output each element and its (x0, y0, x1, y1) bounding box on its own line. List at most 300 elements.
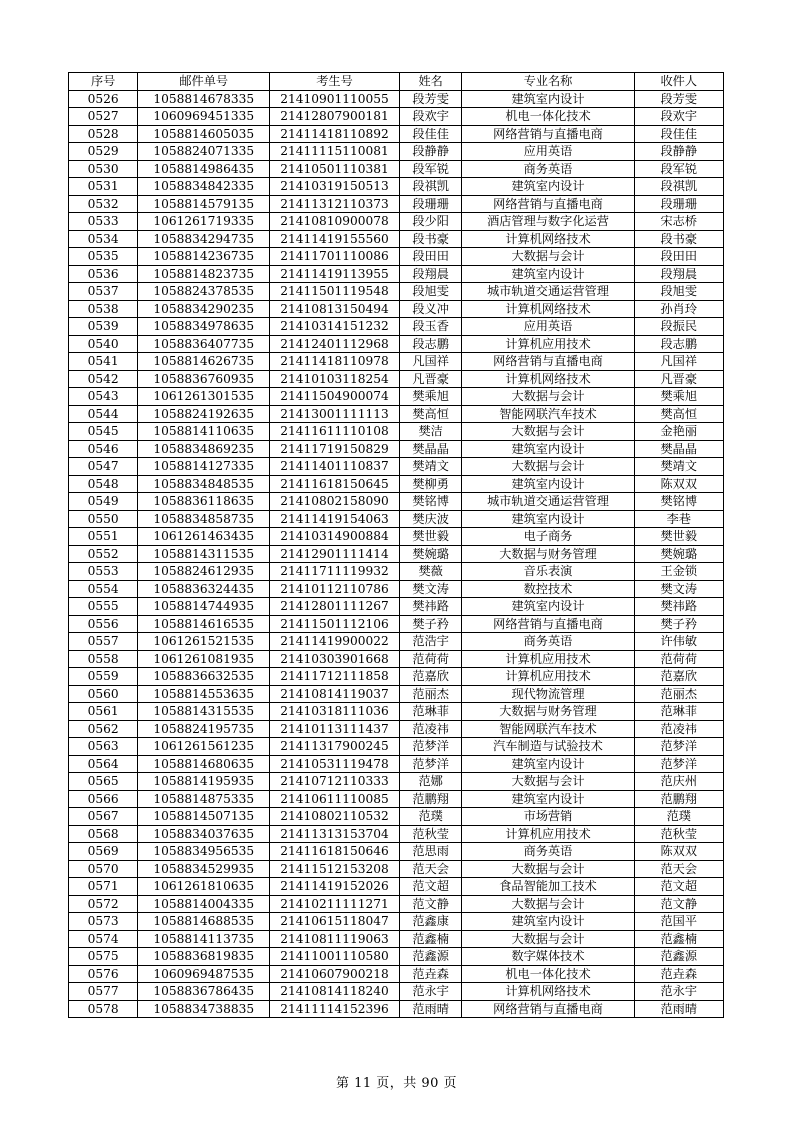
major-cell: 现代物流管理 (462, 685, 634, 703)
exam-number-cell: 21410814119037 (270, 685, 400, 703)
table-row (69, 598, 724, 616)
major-cell: 建筑室内设计 (462, 913, 634, 931)
name-cell: 樊晶晶 (399, 440, 462, 458)
recipient-cell: 段田田 (634, 248, 723, 266)
major-cell: 大数据与会计 (462, 930, 634, 948)
table-row (69, 195, 724, 213)
name-cell: 范鑫康 (399, 913, 462, 931)
name-cell: 樊高恒 (399, 405, 462, 423)
mail-number-cell: 1058834738835 (138, 1000, 270, 1018)
name-cell: 段芳雯 (399, 90, 462, 108)
recipient-cell: 范文超 (634, 878, 723, 896)
name-cell: 樊薇 (399, 563, 462, 581)
serial-cell: 0576 (69, 965, 138, 983)
mail-number-cell: 1058814986435 (138, 160, 270, 178)
mail-number-cell: 1058834978635 (138, 318, 270, 336)
exam-number-cell: 21410814118240 (270, 983, 400, 1001)
name-cell: 樊文涛 (399, 580, 462, 598)
major-cell: 智能网联汽车技术 (462, 405, 634, 423)
mail-number-cell: 1061261810635 (138, 878, 270, 896)
major-cell: 大数据与会计 (462, 895, 634, 913)
major-cell: 大数据与会计 (462, 423, 634, 441)
serial-cell: 0545 (69, 423, 138, 441)
recipient-cell: 樊文涛 (634, 580, 723, 598)
mail-number-cell: 1058836786435 (138, 983, 270, 1001)
recipient-cell: 许伟敏 (634, 633, 723, 651)
major-cell: 酒店管理与数字化运营 (462, 213, 634, 231)
exam-number-cell: 21410607900218 (270, 965, 400, 983)
serial-cell: 0575 (69, 948, 138, 966)
table-row (69, 720, 724, 738)
recipient-cell: 樊高恒 (634, 405, 723, 423)
table-row (69, 440, 724, 458)
name-cell: 段义冲 (399, 300, 462, 318)
table-row (69, 685, 724, 703)
serial-cell: 0578 (69, 1000, 138, 1018)
exam-number-cell: 21411115110081 (270, 143, 400, 161)
serial-cell: 0539 (69, 318, 138, 336)
major-cell: 计算机网络技术 (462, 230, 634, 248)
recipient-cell: 范梦洋 (634, 755, 723, 773)
recipient-cell: 王金锁 (634, 563, 723, 581)
serial-cell: 0529 (69, 143, 138, 161)
serial-cell: 0546 (69, 440, 138, 458)
major-cell: 城市轨道交通运营管理 (462, 493, 634, 511)
header-exam-number: 考生号 (270, 73, 400, 91)
name-cell: 段书豪 (399, 230, 462, 248)
table-row (69, 668, 724, 686)
mail-number-cell: 1058814678335 (138, 90, 270, 108)
recipient-cell: 范垚森 (634, 965, 723, 983)
exam-number-cell: 21411618150646 (270, 843, 400, 861)
mail-number-cell: 1058814616535 (138, 615, 270, 633)
exam-number-cell: 21411712111858 (270, 668, 400, 686)
serial-cell: 0534 (69, 230, 138, 248)
table-row (69, 965, 724, 983)
table-row (69, 90, 724, 108)
exam-number-cell: 21410303901668 (270, 650, 400, 668)
mail-number-cell: 1060969487535 (138, 965, 270, 983)
exam-number-cell: 21412801111267 (270, 598, 400, 616)
mail-number-cell: 1058814823735 (138, 265, 270, 283)
major-cell: 计算机应用技术 (462, 650, 634, 668)
recipient-cell: 樊靖文 (634, 458, 723, 476)
name-cell: 段珊珊 (399, 195, 462, 213)
page-footer: 第 11 页，共 90 页 (335, 1076, 458, 1091)
table-row (69, 545, 724, 563)
name-cell: 范荷荷 (399, 650, 462, 668)
mail-number-cell: 1058836760935 (138, 370, 270, 388)
recipient-cell: 范天会 (634, 860, 723, 878)
serial-cell: 0538 (69, 300, 138, 318)
recipient-cell: 樊铭博 (634, 493, 723, 511)
recipient-cell: 范秋莹 (634, 825, 723, 843)
exam-number-cell: 21411419155560 (270, 230, 400, 248)
table-row (69, 528, 724, 546)
recipient-cell: 宋志桥 (634, 213, 723, 231)
table-row (69, 860, 724, 878)
table-row (69, 388, 724, 406)
recipient-cell: 段翔晨 (634, 265, 723, 283)
major-cell: 建筑室内设计 (462, 475, 634, 493)
major-cell: 音乐表演 (462, 563, 634, 581)
recipient-cell: 陈双双 (634, 475, 723, 493)
table-row (69, 1000, 724, 1018)
mail-number-cell: 1060969451335 (138, 108, 270, 126)
serial-cell: 0535 (69, 248, 138, 266)
recipient-cell: 孙肖玲 (634, 300, 723, 318)
name-cell: 段祺凯 (399, 178, 462, 196)
name-cell: 范鹏翔 (399, 790, 462, 808)
recipient-cell: 范鑫源 (634, 948, 723, 966)
name-cell: 凡国祥 (399, 353, 462, 371)
exam-number-cell: 21411501119548 (270, 283, 400, 301)
major-cell: 数控技术 (462, 580, 634, 598)
table-row (69, 790, 724, 808)
serial-cell: 0568 (69, 825, 138, 843)
name-cell: 段静静 (399, 143, 462, 161)
name-cell: 范文静 (399, 895, 462, 913)
table-row (69, 213, 724, 231)
recipient-cell: 段欢宇 (634, 108, 723, 126)
major-cell: 计算机应用技术 (462, 825, 634, 843)
table-row (69, 580, 724, 598)
mail-number-cell: 1058814875335 (138, 790, 270, 808)
exam-number-cell: 21411317900245 (270, 738, 400, 756)
recipient-cell: 段静静 (634, 143, 723, 161)
major-cell: 建筑室内设计 (462, 755, 634, 773)
exam-number-cell: 21410112110786 (270, 580, 400, 598)
table-row (69, 353, 724, 371)
exam-number-cell: 21410802158090 (270, 493, 400, 511)
table-header-row (69, 73, 724, 91)
serial-cell: 0557 (69, 633, 138, 651)
table-row (69, 650, 724, 668)
mail-list-table (68, 72, 724, 1018)
exam-number-cell: 21411313153704 (270, 825, 400, 843)
mail-number-cell: 1058814680635 (138, 755, 270, 773)
name-cell: 范嘉欣 (399, 668, 462, 686)
table-row (69, 843, 724, 861)
mail-number-cell: 1058814579135 (138, 195, 270, 213)
name-cell: 范娜 (399, 773, 462, 791)
exam-number-cell: 21410611110085 (270, 790, 400, 808)
recipient-cell: 樊婉璐 (634, 545, 723, 563)
table-row (69, 300, 724, 318)
serial-cell: 0550 (69, 510, 138, 528)
recipient-cell: 李巷 (634, 510, 723, 528)
serial-cell: 0569 (69, 843, 138, 861)
exam-number-cell: 21411418110892 (270, 125, 400, 143)
major-cell: 数字媒体技术 (462, 948, 634, 966)
name-cell: 樊洁 (399, 423, 462, 441)
name-cell: 段佳佳 (399, 125, 462, 143)
exam-number-cell: 21411701110086 (270, 248, 400, 266)
serial-cell: 0560 (69, 685, 138, 703)
serial-cell: 0536 (69, 265, 138, 283)
exam-number-cell: 21410615118047 (270, 913, 400, 931)
major-cell: 计算机网络技术 (462, 983, 634, 1001)
serial-cell: 0542 (69, 370, 138, 388)
serial-cell: 0527 (69, 108, 138, 126)
exam-number-cell: 21410113111437 (270, 720, 400, 738)
name-cell: 范梦洋 (399, 738, 462, 756)
name-cell: 范凌祎 (399, 720, 462, 738)
major-cell: 建筑室内设计 (462, 178, 634, 196)
mail-number-cell: 1058836324435 (138, 580, 270, 598)
serial-cell: 0574 (69, 930, 138, 948)
major-cell: 网络营销与直播电商 (462, 353, 634, 371)
mail-number-cell: 1058834848535 (138, 475, 270, 493)
name-cell: 范鑫楠 (399, 930, 462, 948)
major-cell: 计算机网络技术 (462, 370, 634, 388)
major-cell: 建筑室内设计 (462, 265, 634, 283)
mail-number-cell: 1061261463435 (138, 528, 270, 546)
table-row (69, 948, 724, 966)
serial-cell: 0540 (69, 335, 138, 353)
major-cell: 市场营销 (462, 808, 634, 826)
serial-cell: 0531 (69, 178, 138, 196)
name-cell: 段少阳 (399, 213, 462, 231)
mail-number-cell: 1058836632535 (138, 668, 270, 686)
serial-cell: 0563 (69, 738, 138, 756)
serial-cell: 0572 (69, 895, 138, 913)
exam-number-cell: 21410802110532 (270, 808, 400, 826)
exam-number-cell: 21410531119478 (270, 755, 400, 773)
name-cell: 范永宇 (399, 983, 462, 1001)
major-cell: 商务英语 (462, 160, 634, 178)
recipient-cell: 范琳菲 (634, 703, 723, 721)
mail-number-cell: 1058814113735 (138, 930, 270, 948)
mail-number-cell: 1058836118635 (138, 493, 270, 511)
exam-number-cell: 21410314151232 (270, 318, 400, 336)
exam-number-cell: 21410211111271 (270, 895, 400, 913)
mail-number-cell: 1058834294735 (138, 230, 270, 248)
recipient-cell: 樊晶晶 (634, 440, 723, 458)
major-cell: 大数据与会计 (462, 860, 634, 878)
recipient-cell: 金艳丽 (634, 423, 723, 441)
mail-number-cell: 1058814004335 (138, 895, 270, 913)
major-cell: 商务英语 (462, 843, 634, 861)
serial-cell: 0561 (69, 703, 138, 721)
major-cell: 智能网联汽车技术 (462, 720, 634, 738)
serial-cell: 0547 (69, 458, 138, 476)
recipient-cell: 范璞 (634, 808, 723, 826)
serial-cell: 0528 (69, 125, 138, 143)
mail-number-cell: 1058814311535 (138, 545, 270, 563)
mail-number-cell: 1058834956535 (138, 843, 270, 861)
major-cell: 机电一体化技术 (462, 108, 634, 126)
mail-number-cell: 1058834037635 (138, 825, 270, 843)
major-cell: 建筑室内设计 (462, 598, 634, 616)
exam-number-cell: 21410901110055 (270, 90, 400, 108)
serial-cell: 0551 (69, 528, 138, 546)
table-row (69, 703, 724, 721)
major-cell: 大数据与会计 (462, 458, 634, 476)
exam-number-cell: 21411418110978 (270, 353, 400, 371)
exam-number-cell: 21410811119063 (270, 930, 400, 948)
exam-number-cell: 21410318111036 (270, 703, 400, 721)
recipient-cell: 范国平 (634, 913, 723, 931)
table-row (69, 370, 724, 388)
exam-number-cell: 21412901111414 (270, 545, 400, 563)
exam-number-cell: 21411312110373 (270, 195, 400, 213)
major-cell: 大数据与会计 (462, 248, 634, 266)
mail-number-cell: 1058814236735 (138, 248, 270, 266)
serial-cell: 0567 (69, 808, 138, 826)
name-cell: 范梦洋 (399, 755, 462, 773)
mail-number-cell: 1061261719335 (138, 213, 270, 231)
recipient-cell: 范雨晴 (634, 1000, 723, 1018)
serial-cell: 0544 (69, 405, 138, 423)
recipient-cell: 范嘉欣 (634, 668, 723, 686)
exam-number-cell: 21411419900022 (270, 633, 400, 651)
serial-cell: 0533 (69, 213, 138, 231)
table-row (69, 125, 724, 143)
table-row (69, 913, 724, 931)
table-row (69, 895, 724, 913)
mail-number-cell: 1058834858735 (138, 510, 270, 528)
recipient-cell: 段珊珊 (634, 195, 723, 213)
mail-number-cell: 1058834869235 (138, 440, 270, 458)
recipient-cell: 樊子矜 (634, 615, 723, 633)
mail-number-cell: 1058814553635 (138, 685, 270, 703)
exam-number-cell: 21411512153208 (270, 860, 400, 878)
exam-number-cell: 21410712110333 (270, 773, 400, 791)
header-name: 姓名 (399, 73, 462, 91)
serial-cell: 0548 (69, 475, 138, 493)
major-cell: 网络营销与直播电商 (462, 1000, 634, 1018)
exam-number-cell: 21411711119932 (270, 563, 400, 581)
name-cell: 范雨晴 (399, 1000, 462, 1018)
exam-number-cell: 21411419152026 (270, 878, 400, 896)
header-mail-number: 邮件单号 (138, 73, 270, 91)
exam-number-cell: 21410810900078 (270, 213, 400, 231)
table-row (69, 108, 724, 126)
name-cell: 樊子矜 (399, 615, 462, 633)
name-cell: 范垚森 (399, 965, 462, 983)
table-row (69, 230, 724, 248)
recipient-cell: 段祺凯 (634, 178, 723, 196)
mail-number-cell: 1061261521535 (138, 633, 270, 651)
name-cell: 范璞 (399, 808, 462, 826)
recipient-cell: 段佳佳 (634, 125, 723, 143)
table-row (69, 878, 724, 896)
header-serial: 序号 (69, 73, 138, 91)
major-cell: 应用英语 (462, 143, 634, 161)
serial-cell: 0532 (69, 195, 138, 213)
recipient-cell: 段芳雯 (634, 90, 723, 108)
name-cell: 段旭雯 (399, 283, 462, 301)
recipient-cell: 陈双双 (634, 843, 723, 861)
exam-number-cell: 21411719150829 (270, 440, 400, 458)
exam-number-cell: 21410103118254 (270, 370, 400, 388)
table-row (69, 423, 724, 441)
name-cell: 范琳菲 (399, 703, 462, 721)
recipient-cell: 范鹏翔 (634, 790, 723, 808)
major-cell: 网络营销与直播电商 (462, 125, 634, 143)
serial-cell: 0541 (69, 353, 138, 371)
exam-number-cell: 21411618150645 (270, 475, 400, 493)
serial-cell: 0565 (69, 773, 138, 791)
mail-number-cell: 1058814127335 (138, 458, 270, 476)
major-cell: 建筑室内设计 (462, 510, 634, 528)
mail-number-cell: 1058836407735 (138, 335, 270, 353)
mail-number-cell: 1058824195735 (138, 720, 270, 738)
major-cell: 计算机网络技术 (462, 300, 634, 318)
table-row (69, 283, 724, 301)
recipient-cell: 范鑫楠 (634, 930, 723, 948)
mail-number-cell: 1058836819835 (138, 948, 270, 966)
recipient-cell: 范庆州 (634, 773, 723, 791)
table-row (69, 983, 724, 1001)
mail-number-cell: 1058834842335 (138, 178, 270, 196)
exam-number-cell: 21411401110837 (270, 458, 400, 476)
exam-number-cell: 21411419154063 (270, 510, 400, 528)
mail-number-cell: 1058834529935 (138, 860, 270, 878)
recipient-cell: 范丽杰 (634, 685, 723, 703)
name-cell: 范鑫源 (399, 948, 462, 966)
table-row (69, 755, 724, 773)
serial-cell: 0573 (69, 913, 138, 931)
exam-number-cell: 21410314900884 (270, 528, 400, 546)
table-row (69, 143, 724, 161)
serial-cell: 0562 (69, 720, 138, 738)
name-cell: 段田田 (399, 248, 462, 266)
table-row (69, 318, 724, 336)
table-row (69, 773, 724, 791)
exam-number-cell: 21410813150494 (270, 300, 400, 318)
name-cell: 樊靖文 (399, 458, 462, 476)
recipient-cell: 段振民 (634, 318, 723, 336)
major-cell: 商务英语 (462, 633, 634, 651)
major-cell: 城市轨道交通运营管理 (462, 283, 634, 301)
serial-cell: 0559 (69, 668, 138, 686)
recipient-cell: 段军锐 (634, 160, 723, 178)
mail-number-cell: 1061261081935 (138, 650, 270, 668)
serial-cell: 0526 (69, 90, 138, 108)
serial-cell: 0566 (69, 790, 138, 808)
major-cell: 网络营销与直播电商 (462, 615, 634, 633)
table-row (69, 265, 724, 283)
mail-number-cell: 1058814688535 (138, 913, 270, 931)
name-cell: 段玉香 (399, 318, 462, 336)
serial-cell: 0571 (69, 878, 138, 896)
name-cell: 范浩宇 (399, 633, 462, 651)
recipient-cell: 范凌祎 (634, 720, 723, 738)
serial-cell: 0543 (69, 388, 138, 406)
recipient-cell: 范永宇 (634, 983, 723, 1001)
serial-cell: 0553 (69, 563, 138, 581)
name-cell: 樊婉璐 (399, 545, 462, 563)
recipient-cell: 樊祎路 (634, 598, 723, 616)
name-cell: 凡晋豪 (399, 370, 462, 388)
table-row (69, 493, 724, 511)
serial-cell: 0570 (69, 860, 138, 878)
mail-number-cell: 1058824192635 (138, 405, 270, 423)
table-row (69, 615, 724, 633)
major-cell: 应用英语 (462, 318, 634, 336)
name-cell: 樊祎路 (399, 598, 462, 616)
name-cell: 范丽杰 (399, 685, 462, 703)
recipient-cell: 樊世毅 (634, 528, 723, 546)
table-row (69, 825, 724, 843)
serial-cell: 0556 (69, 615, 138, 633)
exam-number-cell: 21411501112106 (270, 615, 400, 633)
major-cell: 大数据与财务管理 (462, 703, 634, 721)
table-row (69, 738, 724, 756)
recipient-cell: 凡晋豪 (634, 370, 723, 388)
